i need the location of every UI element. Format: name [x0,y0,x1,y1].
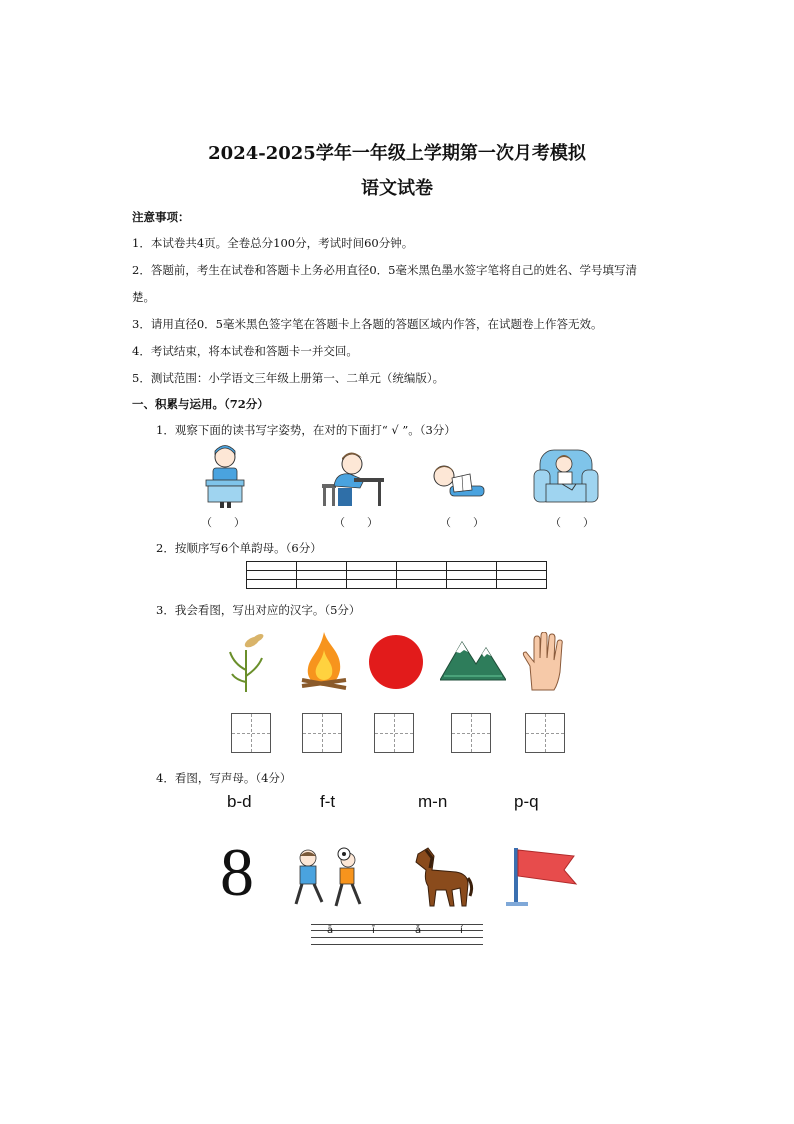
pinyin-vowel: í [460,925,463,936]
initial-pair-option: m-n [418,792,448,811]
note-item: 楚。 [132,290,155,304]
red-flag-icon [506,846,578,908]
pinyin-vowel: ā [327,925,334,936]
character-box[interactable] [231,713,271,753]
character-box[interactable] [525,713,565,753]
question-2: 2．按顺序写6个单韵母。（6分） [156,541,322,555]
pinyin-four-line-grid [311,924,483,946]
initial-pair-option: f-t [320,792,336,811]
answer-parens[interactable]: （ ） [201,516,245,529]
question-3: 3．我会看图，写出对应的汉字。（5分） [156,603,361,617]
child-reading-in-armchair-icon [532,446,600,508]
pinyin-vowel: ǎ [415,925,422,936]
character-box[interactable] [451,713,491,753]
boy-writing-at-desk-icon [200,442,250,510]
answer-parens[interactable]: （ ） [334,516,378,529]
question-1: 1．观察下面的读书写字姿势，在对的下面打“ √ ”。（3分） [156,423,456,437]
question-4: 4．看图，写声母。（4分） [156,771,292,785]
note-item: 1．本试卷共4页。全卷总分100分，考试时间60分钟。 [132,236,414,250]
rice-plant-icon [226,630,266,694]
boy-lying-reading-icon [430,460,488,506]
boy-slouching-over-desk-icon [320,446,386,508]
character-box[interactable] [302,713,342,753]
initial-pair-option: p-q [514,792,539,811]
horse-icon [412,846,474,908]
page-title: 2024-2025学年一年级上学期第一次月考模拟 [208,143,586,164]
note-item: 4．考试结束，将本试卷和答题卡一并交回。 [132,344,358,358]
note-item: 2．答题前，考生在试卷和答题卡上务必用直径0．5毫米黑色墨水签字笔将自己的姓名、学号填写清 [132,263,637,277]
page-subtitle: 语文试卷 [361,178,433,199]
section-heading: 一、积累与运用。（72分） [132,397,269,411]
red-sun-icon [368,634,424,690]
answer-parens[interactable]: （ ） [550,516,594,529]
answer-parens[interactable]: （ ） [440,516,484,529]
notes-heading: 注意事项： [132,210,190,224]
note-item: 3．请用直径0．5毫米黑色签字笔在答题卡上各题的答题区域内作答，在试题卷上作答无效。 [132,317,603,331]
vowel-writing-grid[interactable] [246,561,547,589]
kids-playing-football-icon [292,846,372,910]
pinyin-vowel: ī [372,925,375,936]
hand-icon [520,632,570,692]
initial-pair-option: b-d [227,792,252,811]
note-item: 5．测试范围：小学语文三年级上册第一、二单元（统编版）。 [132,371,445,385]
character-box[interactable] [374,713,414,753]
digit-eight: 8 [220,834,254,910]
fire-icon [298,630,350,692]
mountain-icon [440,636,506,682]
